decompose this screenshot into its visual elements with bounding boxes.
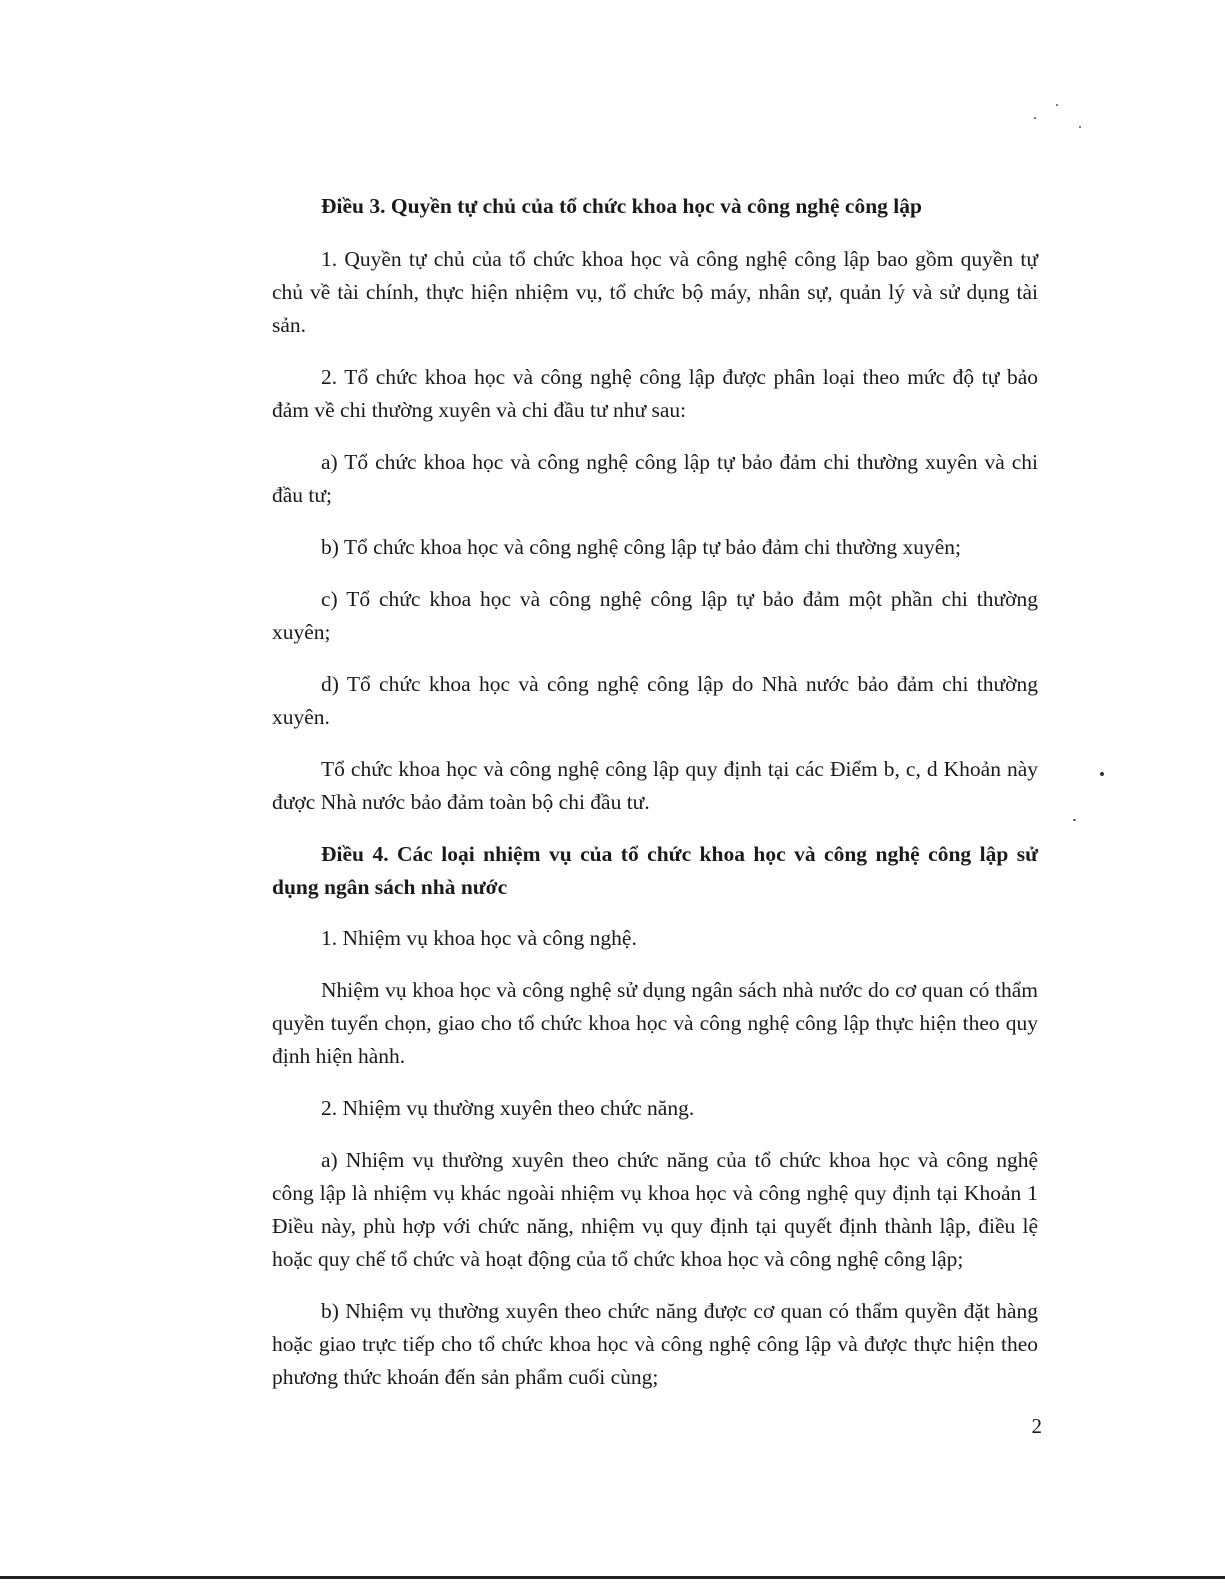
article-3-paragraph-1: 1. Quyền tự chủ của tổ chức khoa học và công nghệ công lập bao gồm quyền tự chủ về tài chính, thực hiện nhiệm vụ, tổ chức bộ máy, nhân sự, quản lý và sử dụng tài sản.	[272, 247, 1038, 337]
article-4-clause-1: 1. Nhiệm vụ khoa học và công nghệ.	[321, 926, 637, 950]
article-3-title: Điều 3. Quyền tự chủ của tổ chức khoa học và công nghệ công lập	[321, 194, 922, 218]
scan-speck	[1079, 126, 1081, 128]
article-3-closing-paragraph: Tổ chức khoa học và công nghệ công lập quy định tại các Điểm b, c, d Khoản này được Nhà nước bảo đảm toàn bộ chi đầu tư.	[272, 757, 1038, 814]
page-number: 2	[1031, 1414, 1042, 1438]
article-3-item-b: b) Tổ chức khoa học và công nghệ công lập tự bảo đảm chi thường xuyên;	[321, 535, 962, 559]
scan-speck	[1056, 104, 1058, 106]
document-body	[272, 190, 1038, 1413]
scan-speck	[1034, 117, 1036, 119]
article-4-clause-2: 2. Nhiệm vụ thường xuyên theo chức năng.	[321, 1096, 695, 1120]
article-4-item-b: b) Nhiệm vụ thường xuyên theo chức năng được cơ quan có thẩm quyền đặt hàng hoặc giao trực tiếp cho tổ chức khoa học và công nghệ công lập và được thực hiện theo phương thức khoán đến sản phẩm cuối cùng;	[272, 1299, 1038, 1389]
article-4-item-a: a) Nhiệm vụ thường xuyên theo chức năng của tổ chức khoa học và công nghệ công lập là nhiệm vụ khác ngoài nhiệm vụ khoa học và công nghệ quy định tại Khoản 1 Điều này, phù hợp với chức năng, nhiệm vụ quy định tại quyết định thành lập, điều lệ hoặc quy chế tổ chức và hoạt động của tổ chức khoa học và công nghệ công lập;	[272, 1148, 1038, 1271]
article-3-item-c: c) Tổ chức khoa học và công nghệ công lập tự bảo đảm một phần chi thường xuyên;	[272, 587, 1038, 644]
article-4-title: Điều 4. Các loại nhiệm vụ của tổ chức khoa học và công nghệ công lập sử dụng ngân sách nhà nước	[272, 842, 1038, 899]
article-3-paragraph-2: 2. Tổ chức khoa học và công nghệ công lập được phân loại theo mức độ tự bảo đảm về chi thường xuyên và chi đầu tư như sau:	[272, 365, 1038, 422]
scan-speck	[1073, 819, 1076, 821]
scan-bottom-edge	[0, 1576, 1225, 1579]
article-4-clause-1-text: Nhiệm vụ khoa học và công nghệ sử dụng ngân sách nhà nước do cơ quan có thẩm quyền tuyển chọn, giao cho tổ chức khoa học và công nghệ công lập thực hiện theo quy định hiện hành.	[272, 978, 1038, 1068]
article-3-item-d: d) Tổ chức khoa học và công nghệ công lập do Nhà nước bảo đảm chi thường xuyên.	[272, 672, 1038, 729]
article-3-item-a: a) Tổ chức khoa học và công nghệ công lập tự bảo đảm chi thường xuyên và chi đầu tư;	[272, 450, 1038, 507]
scan-speck	[1100, 772, 1104, 776]
